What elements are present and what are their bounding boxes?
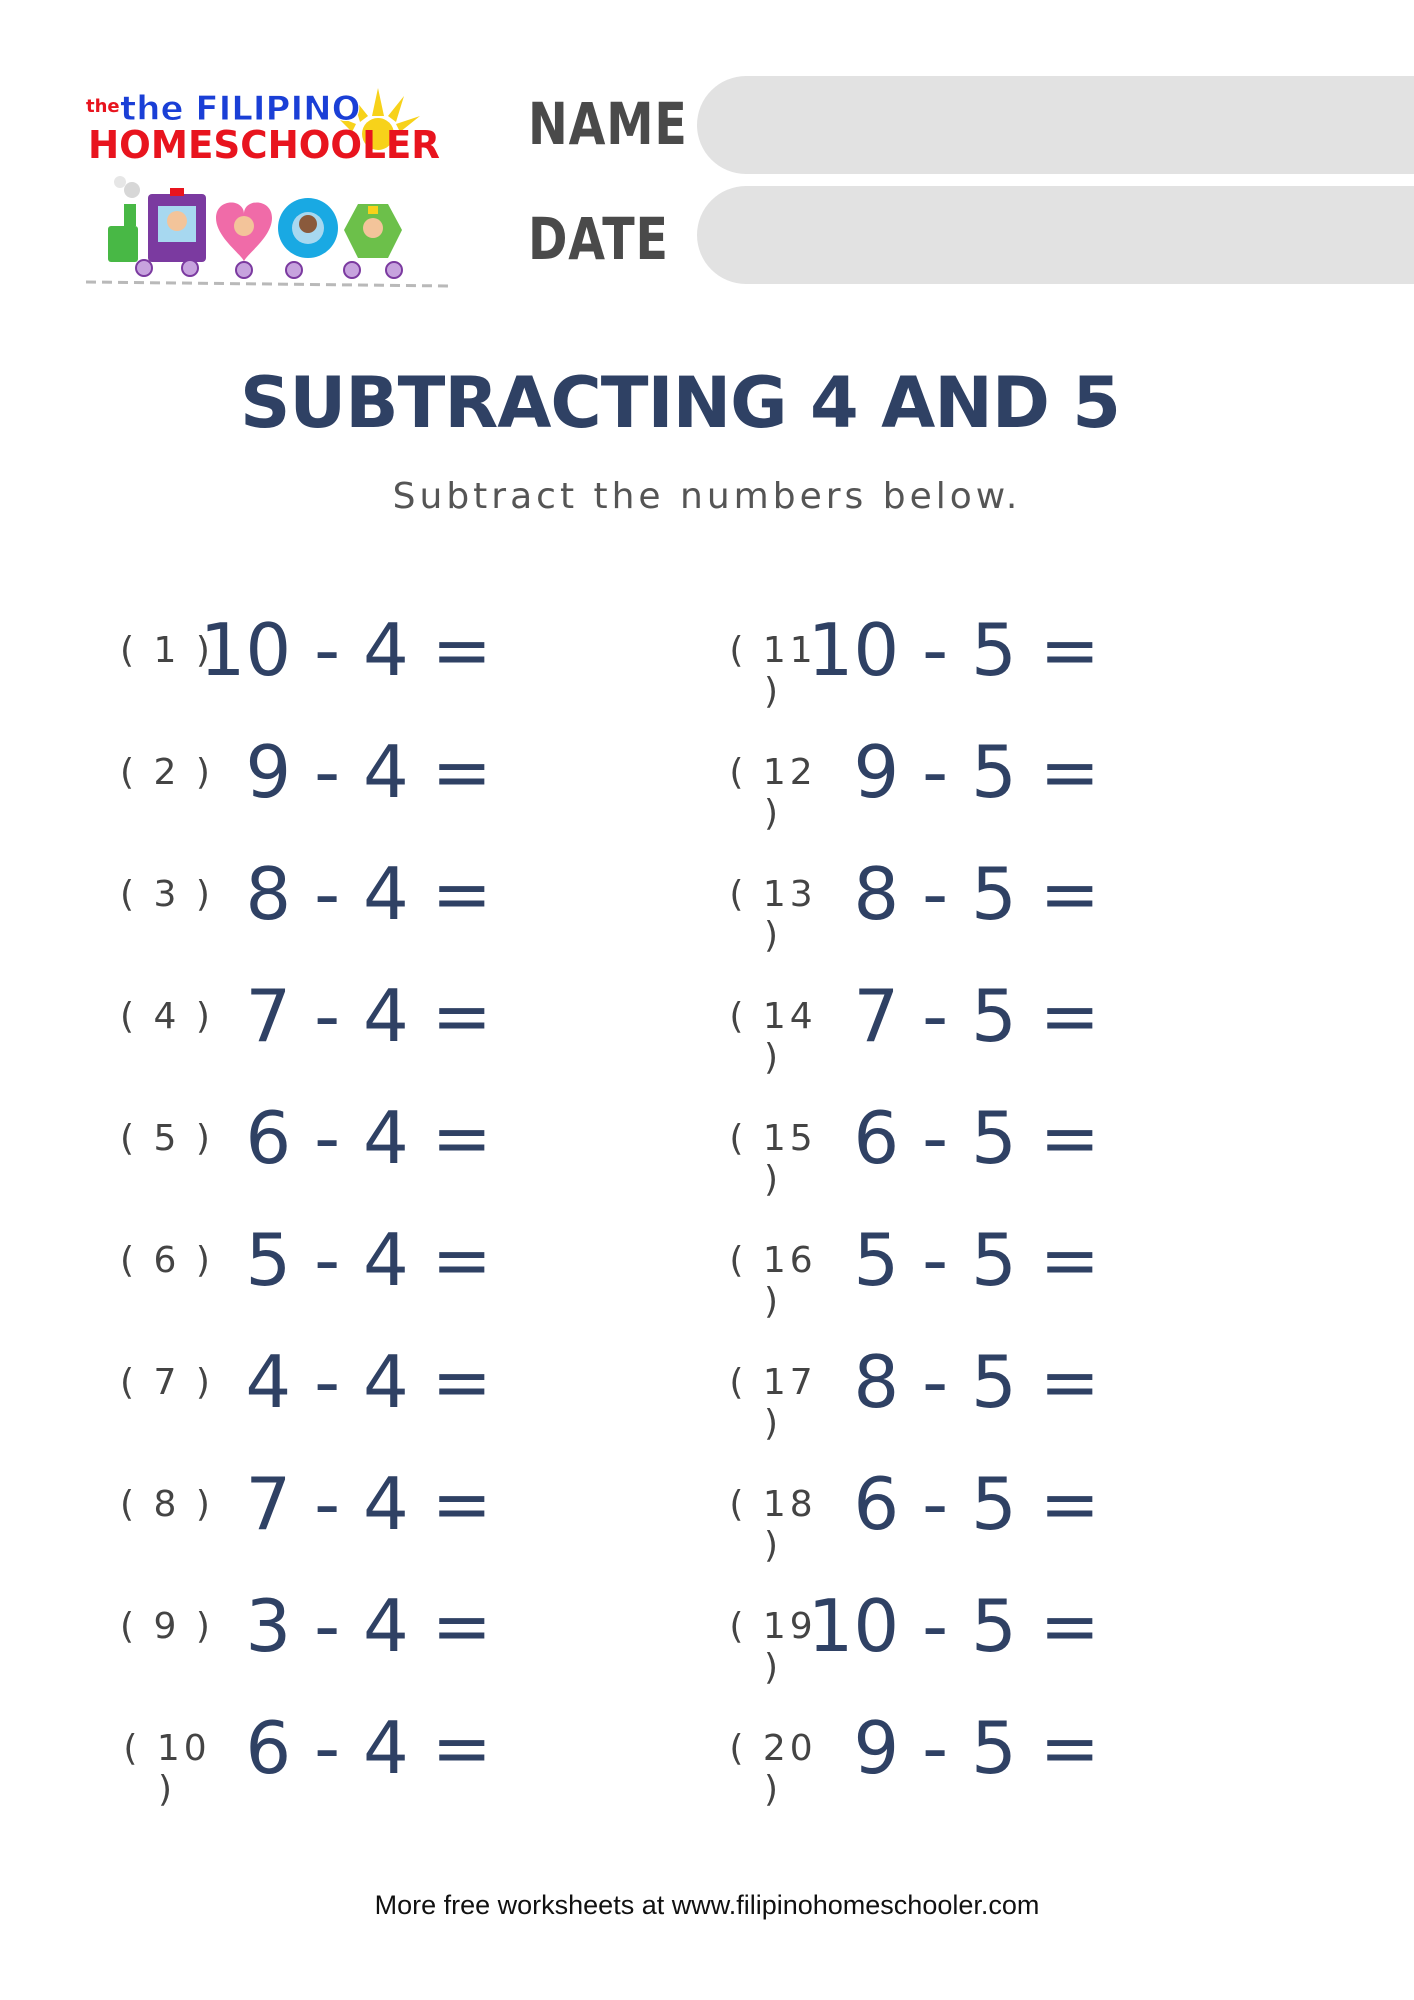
problem-item bbox=[112, 1218, 492, 1308]
problem-expression: 6 - 5 = bbox=[853, 1462, 1100, 1546]
problem-number: ( 17 ) bbox=[729, 1362, 817, 1444]
problem-number: ( 9 ) bbox=[120, 1606, 214, 1647]
problem-item bbox=[112, 1584, 492, 1674]
brand-logo-line1: the FILIPINO bbox=[120, 89, 361, 129]
problem-item bbox=[718, 1584, 1100, 1688]
problem-expression: 6 - 4 = bbox=[245, 1706, 492, 1790]
problem-item bbox=[718, 730, 1100, 834]
name-label: NAME bbox=[528, 90, 688, 158]
problem-item bbox=[718, 1218, 1100, 1322]
worksheet-instructions: Subtract the numbers below. bbox=[392, 476, 1022, 517]
problem-expression: 5 - 4 = bbox=[245, 1218, 492, 1302]
problem-number: ( 12 ) bbox=[729, 752, 817, 834]
problem-expression: 4 - 4 = bbox=[245, 1340, 492, 1424]
problem-expression: 9 - 5 = bbox=[853, 1706, 1100, 1790]
problem-expression: 9 - 4 = bbox=[245, 730, 492, 814]
brand-logo-line2: HOMESCHOOLER bbox=[88, 123, 440, 167]
problem-number: ( 14 ) bbox=[729, 996, 817, 1078]
problem-item bbox=[718, 1096, 1100, 1200]
problem-item bbox=[112, 1462, 492, 1552]
problem-number: ( 8 ) bbox=[120, 1484, 214, 1525]
problem-number: ( 5 ) bbox=[120, 1118, 214, 1159]
problem-number: ( 2 ) bbox=[120, 752, 214, 793]
problem-number: ( 3 ) bbox=[120, 874, 214, 915]
brand-logo-line1a: the bbox=[86, 96, 120, 117]
problem-expression: 7 - 4 = bbox=[245, 974, 492, 1058]
problem-number: ( 6 ) bbox=[120, 1240, 214, 1281]
problem-expression: 7 - 4 = bbox=[245, 1462, 492, 1546]
problem-item bbox=[112, 1340, 492, 1430]
problem-item bbox=[718, 1340, 1100, 1444]
problem-expression: 10 - 4 = bbox=[199, 608, 492, 692]
problem-expression: 10 - 5 = bbox=[807, 608, 1100, 692]
brand-logo bbox=[86, 86, 450, 298]
worksheet-title: SUBTRACTING 4 AND 5 bbox=[239, 362, 1121, 444]
train-illustration bbox=[86, 176, 450, 286]
problem-number: ( 4 ) bbox=[120, 996, 214, 1037]
name-field[interactable] bbox=[697, 76, 1414, 174]
problem-number: ( 10 ) bbox=[123, 1728, 211, 1810]
problem-number: ( 19 ) bbox=[729, 1606, 817, 1688]
problem-item bbox=[112, 974, 492, 1064]
problem-expression: 8 - 4 = bbox=[245, 852, 492, 936]
problem-item bbox=[718, 1462, 1100, 1566]
problem-item bbox=[718, 608, 1100, 712]
problem-item bbox=[112, 1706, 492, 1810]
problem-number: ( 11 ) bbox=[729, 630, 817, 712]
problem-item bbox=[112, 730, 492, 820]
problem-number: ( 20 ) bbox=[729, 1728, 817, 1810]
problem-expression: 9 - 5 = bbox=[853, 730, 1100, 814]
date-label: DATE bbox=[528, 205, 669, 273]
problem-expression: 8 - 5 = bbox=[853, 1340, 1100, 1424]
date-field[interactable] bbox=[697, 186, 1414, 284]
problem-expression: 10 - 5 = bbox=[807, 1584, 1100, 1668]
problem-number: ( 7 ) bbox=[120, 1362, 214, 1403]
problem-item bbox=[112, 608, 492, 698]
problem-number: ( 13 ) bbox=[729, 874, 817, 956]
problem-item bbox=[718, 852, 1100, 956]
problem-item bbox=[112, 1096, 492, 1186]
problem-number: ( 1 ) bbox=[120, 630, 214, 671]
problem-item bbox=[718, 1706, 1100, 1810]
problem-item bbox=[112, 852, 492, 942]
problem-expression: 5 - 5 = bbox=[853, 1218, 1100, 1302]
problem-expression: 6 - 4 = bbox=[245, 1096, 492, 1180]
problem-number: ( 15 ) bbox=[729, 1118, 817, 1200]
problem-expression: 6 - 5 = bbox=[853, 1096, 1100, 1180]
problem-item bbox=[718, 974, 1100, 1078]
problem-expression: 7 - 5 = bbox=[853, 974, 1100, 1058]
problem-expression: 3 - 4 = bbox=[245, 1584, 492, 1668]
problem-number: ( 18 ) bbox=[729, 1484, 817, 1566]
footer-text: More free worksheets at www.filipinohomeschooler.com bbox=[374, 1890, 1040, 1920]
problem-number: ( 16 ) bbox=[729, 1240, 817, 1322]
problem-expression: 8 - 5 = bbox=[853, 852, 1100, 936]
